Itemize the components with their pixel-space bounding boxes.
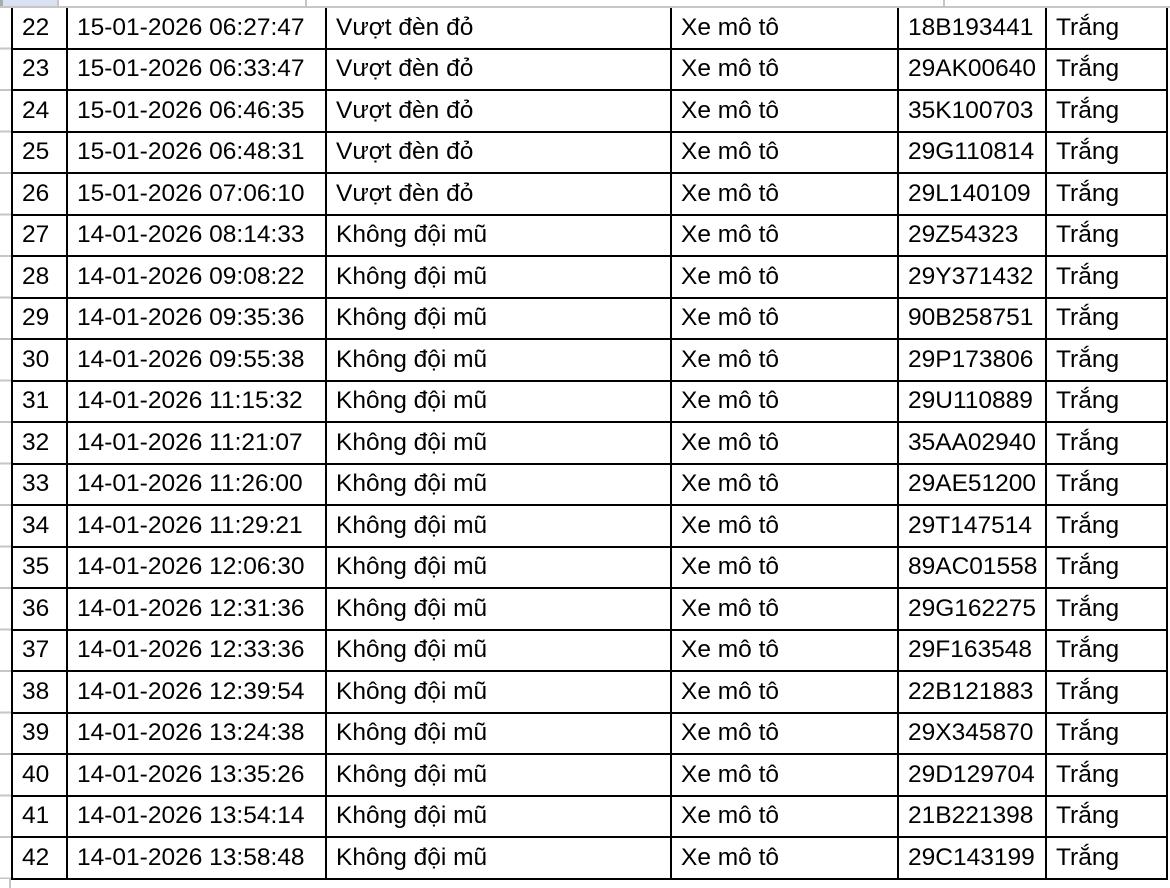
cell-no[interactable]: 40 xyxy=(12,754,67,796)
cell-datetime[interactable]: 14-01-2026 12:31:36 xyxy=(67,588,326,630)
cell-datetime[interactable]: 14-01-2026 09:35:36 xyxy=(67,298,326,340)
gridline-tick xyxy=(943,0,945,6)
cell-color[interactable]: Trắng xyxy=(1046,49,1167,91)
cell-violation[interactable]: Không đội mũ xyxy=(326,422,671,464)
cell-no[interactable]: 32 xyxy=(12,422,67,464)
cell-datetime[interactable]: 14-01-2026 11:26:00 xyxy=(67,464,326,506)
cell-plate[interactable]: 29L140109 xyxy=(898,173,1046,215)
table-row xyxy=(12,173,1167,215)
cell-color[interactable]: Trắng xyxy=(1046,713,1167,755)
cell-vehicle[interactable]: Xe mô tô xyxy=(671,547,898,589)
cell-vehicle[interactable]: Xe mô tô xyxy=(671,8,898,49)
cell-plate[interactable]: 22B121883 xyxy=(898,671,1046,713)
cell-plate[interactable]: 21B221398 xyxy=(898,796,1046,838)
cell-vehicle[interactable]: Xe mô tô xyxy=(671,132,898,174)
cell-color[interactable]: Trắng xyxy=(1046,132,1167,174)
cell-violation[interactable]: Không đội mũ xyxy=(326,256,671,298)
table-row xyxy=(12,256,1167,298)
cell-datetime[interactable]: 15-01-2026 06:27:47 xyxy=(67,8,326,49)
cell-vehicle[interactable]: Xe mô tô xyxy=(671,588,898,630)
cell-datetime[interactable]: 15-01-2026 06:48:31 xyxy=(67,132,326,174)
cell-no[interactable]: 24 xyxy=(12,90,67,132)
table-row xyxy=(12,381,1167,423)
cell-no[interactable]: 42 xyxy=(12,837,67,879)
cell-datetime[interactable]: 14-01-2026 11:21:07 xyxy=(67,422,326,464)
table-row xyxy=(12,8,1167,49)
cell-datetime[interactable]: 14-01-2026 11:29:21 xyxy=(67,505,326,547)
cell-no[interactable]: 29 xyxy=(12,298,67,340)
cell-violation[interactable]: Vượt đèn đỏ xyxy=(326,132,671,174)
cell-color[interactable]: Trắng xyxy=(1046,671,1167,713)
cell-vehicle[interactable]: Xe mô tô xyxy=(671,49,898,91)
cell-vehicle[interactable]: Xe mô tô xyxy=(671,256,898,298)
cell-violation[interactable]: Không đội mũ xyxy=(326,671,671,713)
cell-plate[interactable]: 29X345870 xyxy=(898,713,1046,755)
gridline-stub xyxy=(9,879,11,888)
table-row xyxy=(12,464,1167,506)
cell-color[interactable]: Trắng xyxy=(1046,464,1167,506)
cell-color[interactable]: Trắng xyxy=(1046,422,1167,464)
cell-no[interactable]: 38 xyxy=(12,671,67,713)
cell-vehicle[interactable]: Xe mô tô xyxy=(671,754,898,796)
cell-plate[interactable]: 29AK00640 xyxy=(898,49,1046,91)
cell-color[interactable]: Trắng xyxy=(1046,754,1167,796)
cell-vehicle[interactable]: Xe mô tô xyxy=(671,837,898,879)
cell-no[interactable]: 25 xyxy=(12,132,67,174)
cell-color[interactable]: Trắng xyxy=(1046,173,1167,215)
cell-color[interactable]: Trắng xyxy=(1046,837,1167,879)
cell-violation[interactable]: Vượt đèn đỏ xyxy=(326,8,671,49)
cell-datetime[interactable]: 14-01-2026 13:54:14 xyxy=(67,796,326,838)
cell-datetime[interactable]: 14-01-2026 13:58:48 xyxy=(67,837,326,879)
cell-plate[interactable]: 29G162275 xyxy=(898,588,1046,630)
cell-color[interactable]: Trắng xyxy=(1046,630,1167,672)
cell-vehicle[interactable]: Xe mô tô xyxy=(671,381,898,423)
cell-violation[interactable]: Không đội mũ xyxy=(326,381,671,423)
table-row xyxy=(12,90,1167,132)
cell-violation[interactable]: Không đội mũ xyxy=(326,713,671,755)
cell-vehicle[interactable]: Xe mô tô xyxy=(671,90,898,132)
cell-vehicle[interactable]: Xe mô tô xyxy=(671,422,898,464)
table-row xyxy=(12,132,1167,174)
cell-vehicle[interactable]: Xe mô tô xyxy=(671,339,898,381)
cell-color[interactable]: Trắng xyxy=(1046,298,1167,340)
cell-plate[interactable]: 29Z54323 xyxy=(898,215,1046,257)
cell-plate[interactable]: 29D129704 xyxy=(898,754,1046,796)
cell-no[interactable]: 37 xyxy=(12,630,67,672)
cell-vehicle[interactable]: Xe mô tô xyxy=(671,630,898,672)
table-row xyxy=(12,422,1167,464)
table-row xyxy=(12,837,1167,879)
cell-violation[interactable]: Vượt đèn đỏ xyxy=(326,49,671,91)
cell-no[interactable]: 35 xyxy=(12,547,67,589)
cell-violation[interactable]: Không đội mũ xyxy=(326,630,671,672)
table-row xyxy=(12,588,1167,630)
cell-plate[interactable]: 89AC01558 xyxy=(898,547,1046,589)
cell-plate[interactable]: 29G110814 xyxy=(898,132,1046,174)
cell-datetime[interactable]: 15-01-2026 06:46:35 xyxy=(67,90,326,132)
cell-plate[interactable]: 29T147514 xyxy=(898,505,1046,547)
cell-no[interactable]: 30 xyxy=(12,339,67,381)
cell-datetime[interactable]: 14-01-2026 09:55:38 xyxy=(67,339,326,381)
cell-color[interactable]: Trắng xyxy=(1046,381,1167,423)
cell-violation[interactable]: Không đội mũ xyxy=(326,505,671,547)
cell-color[interactable]: Trắng xyxy=(1046,547,1167,589)
cell-vehicle[interactable]: Xe mô tô xyxy=(671,713,898,755)
table-row xyxy=(12,339,1167,381)
table-row xyxy=(12,215,1167,257)
cell-no[interactable]: 31 xyxy=(12,381,67,423)
violation-table xyxy=(11,8,1168,880)
cell-plate[interactable]: 35K100703 xyxy=(898,90,1046,132)
table-row xyxy=(12,505,1167,547)
cell-violation[interactable]: Không đội mũ xyxy=(326,837,671,879)
gridline-tick xyxy=(305,0,307,6)
table-row xyxy=(12,547,1167,589)
cell-plate[interactable]: 29AE51200 xyxy=(898,464,1046,506)
cell-violation[interactable]: Không đội mũ xyxy=(326,754,671,796)
cell-vehicle[interactable]: Xe mô tô xyxy=(671,173,898,215)
table-row xyxy=(12,49,1167,91)
cell-datetime[interactable]: 14-01-2026 12:06:30 xyxy=(67,547,326,589)
cell-plate[interactable]: 18B193441 xyxy=(898,8,1046,49)
cell-color[interactable]: Trắng xyxy=(1046,256,1167,298)
cell-plate[interactable]: 29U110889 xyxy=(898,381,1046,423)
cell-violation[interactable]: Vượt đèn đỏ xyxy=(326,90,671,132)
table-row xyxy=(12,754,1167,796)
cell-violation[interactable]: Không đội mũ xyxy=(326,215,671,257)
cell-datetime[interactable]: 15-01-2026 06:33:47 xyxy=(67,49,326,91)
cell-no[interactable]: 41 xyxy=(12,796,67,838)
cell-plate[interactable]: 29F163548 xyxy=(898,630,1046,672)
cell-no[interactable]: 27 xyxy=(12,215,67,257)
cell-no[interactable]: 33 xyxy=(12,464,67,506)
cell-datetime[interactable]: 14-01-2026 12:33:36 xyxy=(67,630,326,672)
gridline-tick xyxy=(57,0,59,6)
cell-violation[interactable]: Không đội mũ xyxy=(326,464,671,506)
cell-color[interactable]: Trắng xyxy=(1046,339,1167,381)
cell-no[interactable]: 23 xyxy=(12,49,67,91)
cell-datetime[interactable]: 14-01-2026 08:14:33 xyxy=(67,215,326,257)
cell-plate[interactable]: 35AA02940 xyxy=(898,422,1046,464)
cell-color[interactable]: Trắng xyxy=(1046,588,1167,630)
table-row xyxy=(12,713,1167,755)
cell-color[interactable]: Trắng xyxy=(1046,90,1167,132)
table-row xyxy=(12,671,1167,713)
cell-color[interactable]: Trắng xyxy=(1046,215,1167,257)
cell-no[interactable]: 28 xyxy=(12,256,67,298)
cell-no[interactable]: 34 xyxy=(12,505,67,547)
cell-violation[interactable]: Vượt đèn đỏ xyxy=(326,173,671,215)
cell-datetime[interactable]: 14-01-2026 09:08:22 xyxy=(67,256,326,298)
cell-color[interactable]: Trắng xyxy=(1046,8,1167,49)
cell-plate[interactable]: 29P173806 xyxy=(898,339,1046,381)
table-row xyxy=(12,796,1167,838)
cell-vehicle[interactable]: Xe mô tô xyxy=(671,215,898,257)
cell-plate[interactable]: 29Y371432 xyxy=(898,256,1046,298)
cell-vehicle[interactable]: Xe mô tô xyxy=(671,298,898,340)
sheet-left-margin xyxy=(0,8,11,879)
table-row xyxy=(12,298,1167,340)
cell-color[interactable]: Trắng xyxy=(1046,505,1167,547)
table-row xyxy=(12,630,1167,672)
cell-datetime[interactable]: 15-01-2026 07:06:10 xyxy=(67,173,326,215)
cell-no[interactable]: 36 xyxy=(12,588,67,630)
cell-datetime[interactable]: 14-01-2026 11:15:32 xyxy=(67,381,326,423)
cell-violation[interactable]: Không đội mũ xyxy=(326,298,671,340)
clipped-row-above xyxy=(0,0,1170,8)
cell-violation[interactable]: Không đội mũ xyxy=(326,796,671,838)
cell-vehicle[interactable]: Xe mô tô xyxy=(671,671,898,713)
violation-table-body xyxy=(12,8,1167,879)
cell-no[interactable]: 22 xyxy=(12,8,67,49)
cell-plate[interactable]: 90B258751 xyxy=(898,298,1046,340)
cell-vehicle[interactable]: Xe mô tô xyxy=(671,505,898,547)
cell-violation[interactable]: Không đội mũ xyxy=(326,339,671,381)
cell-plate[interactable]: 29C143199 xyxy=(898,837,1046,879)
cell-vehicle[interactable]: Xe mô tô xyxy=(671,464,898,506)
cell-color[interactable]: Trắng xyxy=(1046,796,1167,838)
selected-cell-remnant xyxy=(3,0,57,6)
cell-violation[interactable]: Không đội mũ xyxy=(326,588,671,630)
cell-datetime[interactable]: 14-01-2026 13:24:38 xyxy=(67,713,326,755)
cell-no[interactable]: 39 xyxy=(12,713,67,755)
cell-no[interactable]: 26 xyxy=(12,173,67,215)
cell-vehicle[interactable]: Xe mô tô xyxy=(671,796,898,838)
cell-datetime[interactable]: 14-01-2026 12:39:54 xyxy=(67,671,326,713)
cell-violation[interactable]: Không đội mũ xyxy=(326,547,671,589)
cell-datetime[interactable]: 14-01-2026 13:35:26 xyxy=(67,754,326,796)
